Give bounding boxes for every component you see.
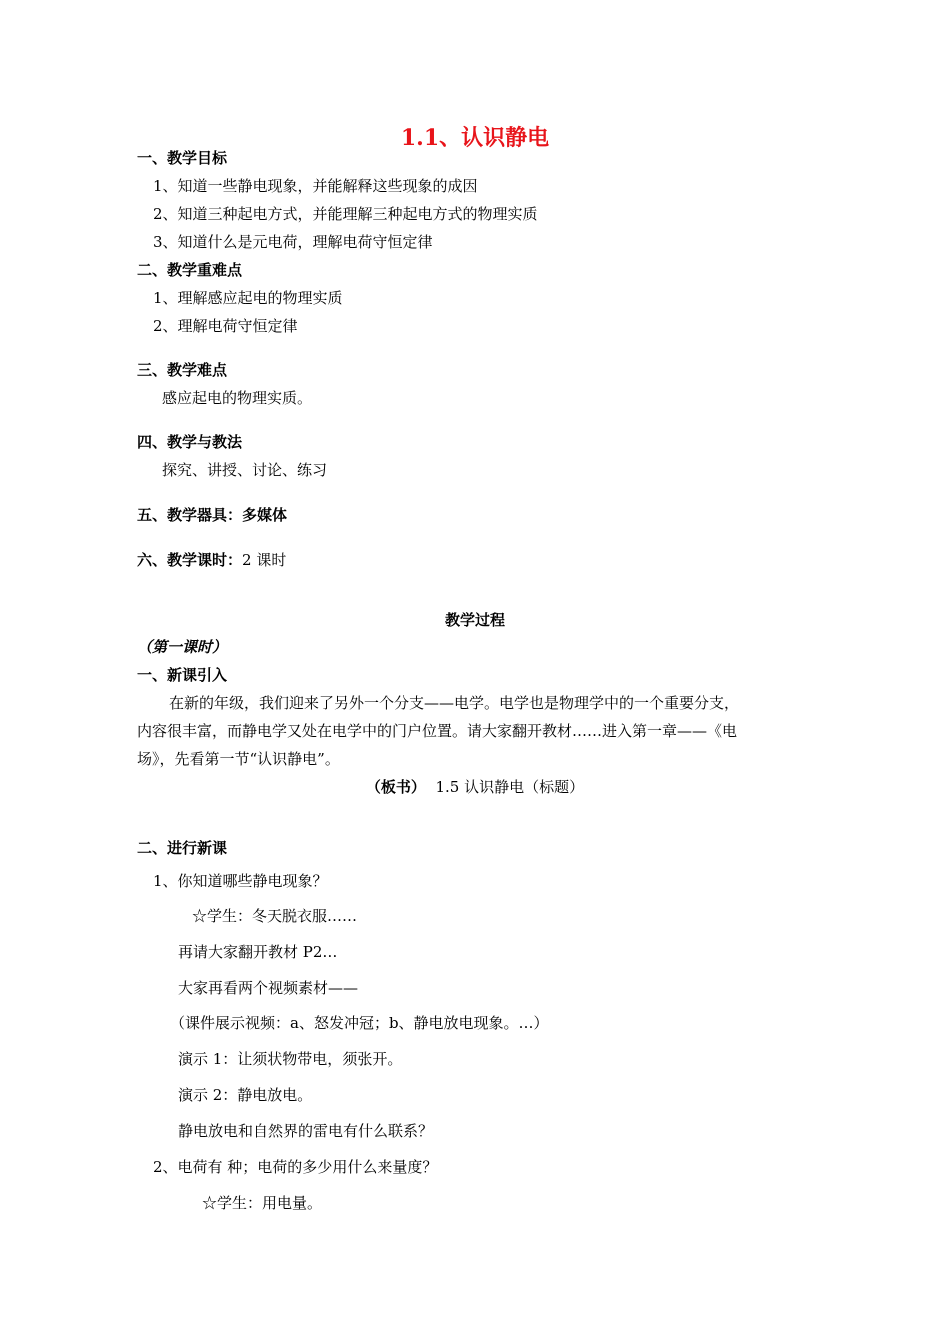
intro-paragraph-line: 场》，先看第一节“认识静电”。 <box>137 750 340 768</box>
section-heading-intro: 一、新课引入 <box>137 666 228 684</box>
section-heading-new-lesson: 二、进行新课 <box>137 839 228 857</box>
objective-item: 3、知道什么是元电荷，理解电荷守恒定律 <box>153 233 433 251</box>
question-1: 1、你知道哪些静电现象？ <box>153 872 328 890</box>
class-hours-value: 2 课时 <box>242 551 287 569</box>
board-text: 1.5 认识静电（标题） <box>435 778 585 796</box>
lesson-line: 再请大家翻开教材 P2… <box>178 943 338 961</box>
difficulty-text: 感应起电的物理实质。 <box>162 389 313 407</box>
section-heading-methods: 四、教学与教法 <box>137 433 243 451</box>
lesson-line: 静电放电和自然界的雷电有什么联系？ <box>178 1122 434 1140</box>
objective-item: 2、知道三种起电方式，并能理解三种起电方式的物理实质 <box>153 205 538 223</box>
methods-text: 探究、讲授、讨论、练习 <box>162 461 328 479</box>
process-heading: 教学过程 <box>444 611 505 629</box>
class-hours-label: 六、教学课时： <box>137 551 243 569</box>
lesson-line: （课件展示视频：a、怒发冲冠；b、静电放电现象。…） <box>170 1014 549 1032</box>
section-heading-key-points: 二、教学重难点 <box>137 261 243 279</box>
section-heading-objectives: 一、教学目标 <box>137 149 228 167</box>
board-label: （板书） <box>365 778 426 796</box>
section-heading-difficulty: 三、教学难点 <box>137 361 228 379</box>
key-point-item: 1、理解感应起电的物理实质 <box>153 289 343 307</box>
student-answer-1: ☆学生：冬天脱衣服…… <box>192 907 358 925</box>
lesson-line: 大家再看两个视频素材—— <box>178 979 359 997</box>
demo-2: 演示 2：静电放电。 <box>178 1086 313 1104</box>
board-note <box>0 777 950 797</box>
intro-paragraph-line: 在新的年级，我们迎来了另外一个分支——电学。电学也是物理学中的一个重要分支， <box>169 694 740 712</box>
question-2: 2、电荷有 种；电荷的多少用什么来量度？ <box>153 1158 438 1176</box>
key-point-item: 2、理解电荷守恒定律 <box>153 317 298 335</box>
intro-paragraph-line: 内容很丰富，而静电学又处在电学中的门户位置。请大家翻开教材……进入第一章——《电 <box>137 722 738 740</box>
document-title: 1.1、认识静电 <box>400 125 550 151</box>
period-label: （第一课时） <box>137 638 228 656</box>
objective-item: 1、知道一些静电现象，并能解释这些现象的成因 <box>153 177 478 195</box>
section-class-hours <box>137 550 286 570</box>
demo-1: 演示 1：让须状物带电，须张开。 <box>178 1050 403 1068</box>
section-heading-equipment: 五、教学器具：多媒体 <box>137 506 288 524</box>
student-answer-2: ☆学生：用电量。 <box>202 1194 323 1212</box>
